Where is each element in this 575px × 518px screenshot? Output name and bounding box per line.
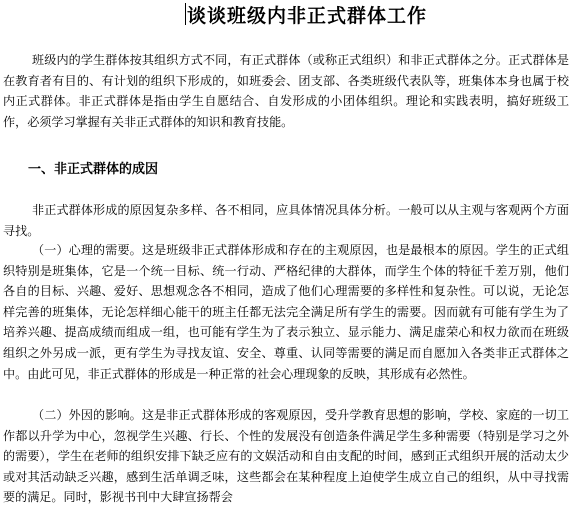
- section-heading: 一、非正式群体的成因: [28, 162, 159, 177]
- section-paragraph-3: （二）外因的影响。这是非正式群体形成的客观原因，受升学教育思想的影响，学校、家庭的一切工作都以升学为中心，忽视学生兴趣、行长、个性的发展没有创造条件满足学生多种需要（特别是学习之外的需要），学生在老师的组织安排下缺乏应有的文娱活动和自由支配的时间，感到正式组织开展的活动太少或对其活动缺乏兴趣，感到生活单调乏味，这些都会在某种程度上迫使学生成立自己的组织，从中寻找需要的满足。同时，影视书刊中大肆宣扬帮会: [3, 408, 569, 505]
- intro-paragraph: 班级内的学生群体按其组织方式不同，有正式群体（或称正式组织）和非正式群体之分。正式群体是在教育者有目的、有计划的组织下形成的，如班委会、团支部、各类班级代表队等，班集体本身也属于校内正式群体。非正式群体是指由学生自愿结合、自发形成的小团体组织。理论和实践表明，搞好班级工作，必须学习掌握有关非正式群体的知识和教育技能。: [3, 53, 569, 129]
- document-title: 谈谈班级内非正式群体工作: [187, 5, 428, 27]
- section-paragraph-1: 非正式群体形成的原因复杂多样、各不相同，应具体情况具体分析。一般可以从主观与客观两个方面寻找。: [3, 203, 569, 238]
- text-cursor: [185, 3, 186, 25]
- document-title-line: [185, 2, 565, 30]
- section-paragraph-2: （一）心理的需要。这是班级非正式群体形成和存在的主观原因，也是最根本的原因。学生的正式组织特别是班集体，它是一个统一目标、统一行动、严格纪律的大群体，而学生个体的特征千差万别，他们各自的目标、兴趣、爱好、思想观念各不相同，造成了他们心理需要的多样性和复杂性。可以说，无论怎样完善的班集体，无论怎样细心能干的班主任都无法完全满足所有学生的需要。因而就有可能有学生为了培养兴趣、提高成绩而组成一组，也可能有学生为了表示独立、显示能力、满足虚荣心和权力欲而在班级组织之外另成一派，更有学生为寻找友谊、安全、尊重、认同等需要的满足而自愿加入各类非正式群体之中。由此可见，非正式群体的形成是一种正常的社会心理现象的反映，其形成有必然性。: [3, 243, 569, 381]
